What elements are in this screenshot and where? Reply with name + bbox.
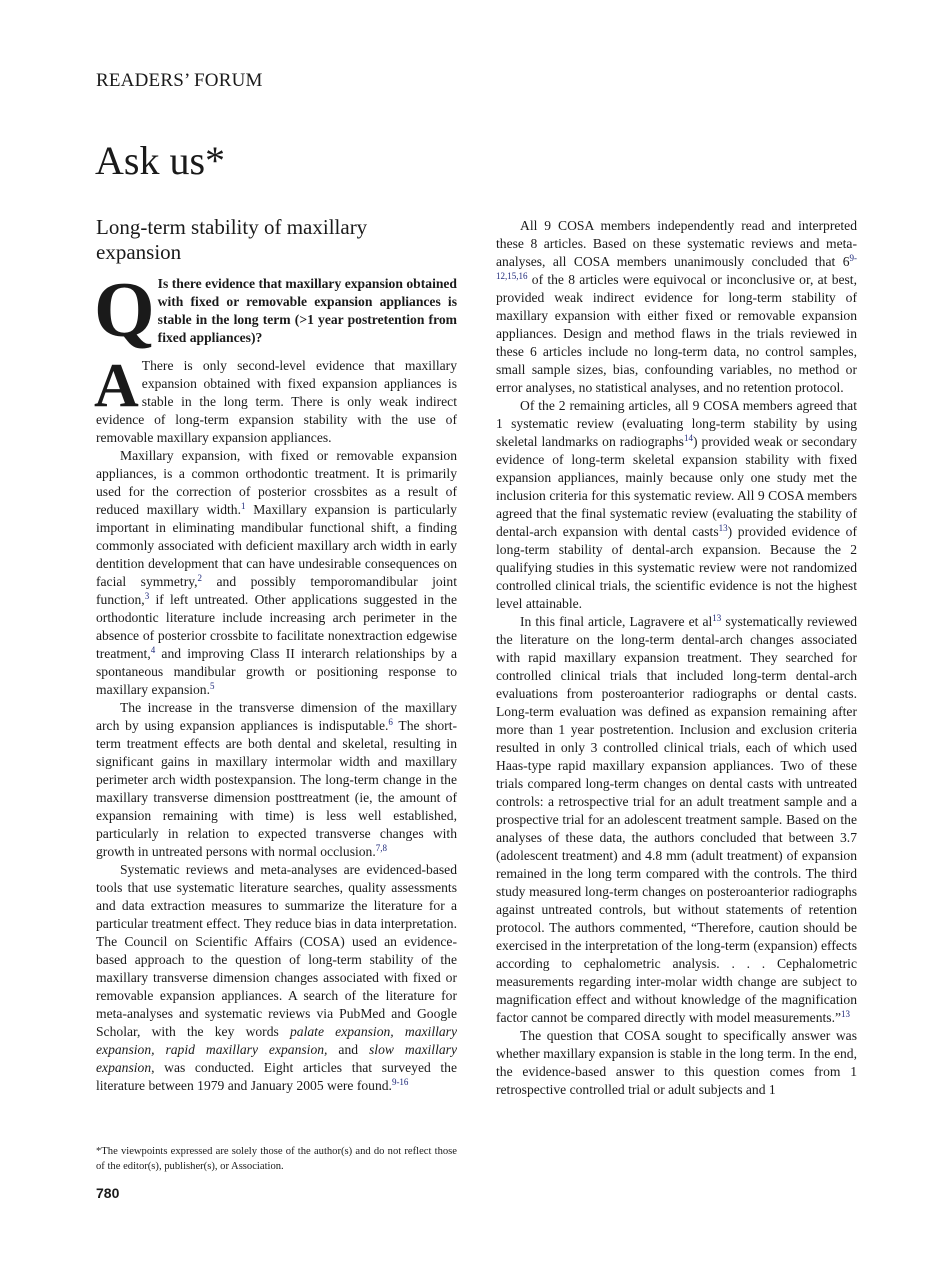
- article-subtitle: Long-term stability of maxillary expansion: [96, 215, 368, 264]
- answer-dropcap: A: [94, 352, 139, 420]
- reference-link[interactable]: 5: [210, 681, 215, 691]
- reference-link[interactable]: 3: [144, 591, 150, 601]
- page-title: Ask us*: [95, 138, 226, 183]
- body-paragraph: [96, 447, 457, 699]
- keywords-italic: palate expansion, maxillary expansion, rapid maxillary expansion,: [96, 1024, 457, 1057]
- paragraph-text: The short-term treatment effects are both dental and skeletal, resulting in significant gains in maxillary intermolar width and maxillary perimeter arch width postexpansion. The long-term change in the maxillary transverse dimension posttreatment (ie, the amount of expansion remaining with time) is less well established, particularly in relation to expected transverse changes with growth in untreated persons with normal occlusion.: [96, 718, 458, 859]
- left-column: [96, 215, 457, 1095]
- question-text: Is there evidence that maxillary expansion obtained with fixed or removable expansion appliances is stable in the long term (>1 year postretention from fixed appliances)?: [157, 276, 457, 345]
- right-column: [496, 217, 857, 1099]
- paragraph-text: if left untreated. Other applications suggested in the orthodontic literature include increasing arch perimeter in the absence of posterior crossbite to facilitate nonextraction edgewise treatment,: [96, 592, 457, 661]
- question-block: [94, 266, 457, 353]
- paragraph-text: and improving Class II interarch relationships by a spontaneous mandibular growth or positioning response to maxillary expansion.: [96, 646, 457, 697]
- paragraph-text: , was conducted. Eight articles that surveyed the literature between 1979 and January 2005 were found.: [96, 1060, 457, 1093]
- paragraph-text: ) provided evidence of long-term stability of dental-arch expansion. Because the 2 qualifying studies in this systematic review were not randomized controlled clinical trials, the scientific evidence is not the highest level attainable.: [496, 524, 857, 611]
- paragraph-text: Maxillary expansion is particularly important in eliminating mandibular functional shift, a finding commonly associated with deficient maxillary arch width in early dentition development that can have undesirable consequences on facial symmetry,: [96, 502, 457, 589]
- keywords-italic: slow maxillary expansion: [96, 1042, 457, 1075]
- paragraph-text: The question that COSA sought to specifically answer was whether maxillary expansion is stable in the long term. In the end, the evidence-based answer to this question comes from 1 retrospective controlled trial or adult subjects and 1: [496, 1028, 857, 1097]
- reference-link[interactable]: 13: [841, 1009, 850, 1019]
- body-paragraph: [496, 1027, 857, 1099]
- paragraph-text: Maxillary expansion, with fixed or removable expansion appliances, is a common orthodontic treatment. It is primarily used for the correction of posterior crossbites as a result of reduced maxillary width.: [96, 448, 457, 517]
- answer-block: [94, 352, 457, 447]
- paragraph-text: All 9 COSA members independently read and interpreted these 8 articles. Based on these systematic reviews and meta-analyses, all COSA members unanimously concluded that 6: [496, 218, 857, 269]
- reference-link[interactable]: 6: [388, 717, 393, 727]
- reference-link[interactable]: 9-12,15,16: [496, 253, 857, 281]
- reference-link[interactable]: 7,8: [375, 843, 387, 853]
- reference-link[interactable]: 13: [718, 523, 728, 533]
- reference-link[interactable]: 9-16: [391, 1077, 409, 1087]
- paragraph-text: Of the 2 remaining articles, all 9 COSA members agreed that 1 systematic review (evaluating long-term stability by using skeletal landmarks on radiographs: [496, 398, 857, 449]
- reference-link[interactable]: 14: [683, 433, 693, 443]
- body-paragraph: [496, 613, 857, 1027]
- paragraph-text: of the 8 articles were equivocal or inconclusive or, at best, provided weak indirect evidence for long-term stability of maxillary expansion with either fixed or removable expansion appliances. Design and method flaws in the trials reviewed in these 6 articles include no long-term data, no control samples, small sample sizes, bias, confounding variables, no method or error analyses, no statistical analyses, and no retention protocol.: [496, 272, 857, 395]
- paragraph-text: The increase in the transverse dimension of the maxillary arch by using expansion appliances is indisputable.: [96, 700, 457, 733]
- body-paragraph: [96, 861, 457, 1095]
- paragraph-text: and possibly temporomandibular joint function,: [96, 574, 457, 607]
- question-dropcap: Q: [94, 266, 155, 353]
- body-paragraph: [96, 699, 457, 861]
- body-paragraph: [496, 217, 857, 397]
- reference-link[interactable]: 1: [241, 501, 246, 511]
- paragraph-text: systematically reviewed the literature on the long-term dental-arch changes associated with rapid maxillary expansion treatment. They searched for controlled clinical trials that included long-term dental-arch evaluations from posteroanterior radiographs or dental casts. Long-term evaluation was defined as expansion remaining after more than 1 year postretention. Inclusion and exclusion criteria resulted in only 3 controlled clinical trials, each of which used Haas-type rapid maxillary expansion appliances. Two of these trials compared long-term changes on dental casts with untreated controls: a retrospective trial for an adult treatment sample and a prospective trial for an adolescent treatment sample. Based on the analyses of these data, the authors concluded that between 3.7 (adolescent treatment) and 4.8 mm (adult treatment) of expansion remained in the long term compared with the controls. The third study measured long-term changes on posteroanterior radiographs against untreated controls, but without statements of retention protocol. The authors commented, “Therefore, caution should be exercised in the interpretation of the long-term (expansion) effects according to cephalometric analysis. . . . Cephalometric measurements regarding inter-molar width change are subject to magnification effect and without knowledge of the magnification factor cannot be compared directly with model measurements.”: [496, 614, 857, 1025]
- reference-link[interactable]: 13: [712, 613, 722, 623]
- reference-link[interactable]: 2: [197, 573, 203, 583]
- footnote: *The viewpoints expressed are solely those of the author(s) and do not reflect those of the editor(s), publisher(s), or Association.: [96, 1146, 457, 1172]
- section-label: READERS’ FORUM: [96, 70, 263, 91]
- paragraph-text: Systematic reviews and meta-analyses are evidenced-based tools that use systematic literature searches, quality assessments and data extraction measures to summarize the literature for a particular treatment effect. They reduce bias in data interpretation. The Council on Scientific Affairs (COSA) used an evidence-based approach to the question of long-term stability of the maxillary transverse dimension changes associated with fixed or removable expansion appliances. A search of the literature for meta-analyses and systematic reviews via PubMed and Google Scholar, with the key words: [96, 862, 457, 1039]
- page-number: 780: [96, 1185, 120, 1201]
- paragraph-text: and: [327, 1042, 369, 1057]
- reference-link[interactable]: 4: [150, 645, 156, 655]
- paragraph-text: In this final article, Lagravere et al: [520, 614, 713, 629]
- paragraph-text: ) provided weak or secondary evidence of long-term skeletal expansion stability with fixed expansion appliances, mainly because only one study met the inclusion criteria for this systematic review. All 9 COSA members agreed that the final systematic review (evaluating the stability of dental-arch expansion with dental casts: [496, 434, 857, 539]
- body-paragraph: [496, 397, 857, 613]
- answer-text: There is only second-level evidence that maxillary expansion obtained with fixed expansion appliances is stable in the long term. There is only weak indirect evidence of long-term expansion stability with the use of removable maxillary expansion appliances.: [96, 358, 457, 445]
